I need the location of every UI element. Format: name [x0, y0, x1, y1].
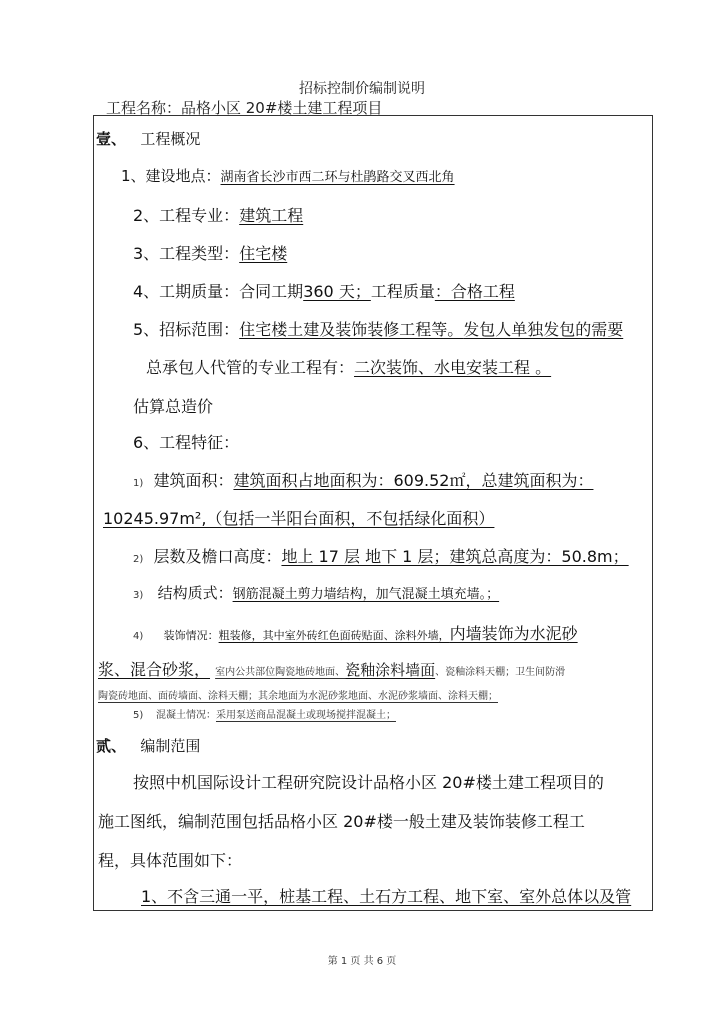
item-quality-value: ：合格工程: [434, 282, 515, 301]
feature-floors-label: 层数及檐口高度：: [153, 547, 282, 566]
scope-item-1: [141, 884, 631, 907]
feature-decoration: [133, 621, 578, 644]
feature-decoration-ceiling: 、瓷釉涂料天棚；卫生间防滑: [435, 667, 566, 678]
document-title: 招标控制价编制说明: [299, 81, 425, 97]
section-2-heading: [96, 735, 200, 756]
feature-concrete-value: 采用泵送商品混凝土或现场搅拌混凝土；: [215, 710, 396, 721]
scope-paragraph-line2: 施工图纸，编制范围包括品格小区 20#楼一般土建及装饰装修工程工: [98, 812, 585, 831]
feature-area-value: 建筑面积占地面积为：609.52㎡，总建筑面积为：: [233, 471, 594, 490]
feature-decoration-wall: 瓷釉涂料墙面: [345, 661, 436, 679]
feature-area: [133, 468, 593, 491]
item-type-label: 3、工程类型：: [133, 244, 240, 263]
feature-decoration-line2: [98, 657, 565, 680]
feature-structure: [133, 582, 499, 603]
feature-area-continued: [103, 506, 494, 529]
feature-decoration-interior: 内墙装饰为水泥砂: [449, 624, 578, 643]
section-2-title: 编制范围: [140, 737, 201, 755]
item-type: [133, 241, 287, 264]
item-scope-rest: 发包人单独发包的需要: [463, 320, 624, 339]
item-schedule-label: 4、工期质量：合同工期: [133, 282, 304, 301]
item-quality-label: 工程质量: [370, 282, 435, 301]
feature-structure-value: 钢筋混凝土剪力墙结构，加气混凝土填充墙。；: [232, 587, 500, 602]
feature-structure-number: 3): [133, 590, 144, 601]
scope-item-1-text: 1、不含三通一平，桩基工程、土石方工程、地下室、室外总体以及管: [141, 887, 632, 906]
section-1-number: 壹、: [96, 130, 127, 148]
item-scope-continued: [146, 355, 551, 378]
item-schedule-quality: [133, 279, 515, 302]
item-location: [121, 165, 455, 186]
estimate-heading: 估算总造价: [133, 397, 214, 416]
item-location-label: 1、建设地点：: [121, 167, 221, 185]
feature-decoration-floors: 陶瓷砖地面、面砖墙面、涂料天棚；其余地面为水泥砂浆地面、水泥砂浆墙面、涂料天棚；: [98, 691, 498, 702]
item-scope-label: 5、招标范围：: [133, 320, 240, 339]
feature-decoration-number: 4): [133, 631, 144, 642]
project-name-line: 工程名称：品格小区 20#楼土建工程项目: [106, 99, 383, 117]
feature-concrete-number: 5): [133, 710, 144, 721]
feature-area-number: 1): [133, 478, 144, 489]
item-location-value: 湖南省长沙市西二环与杜鹃路交叉西北角: [220, 170, 455, 185]
feature-floors: [133, 544, 629, 567]
feature-structure-label: 结构质式：: [157, 584, 233, 602]
item-schedule-value: 360 天；: [303, 282, 371, 301]
section-1-title: 工程概况: [140, 130, 201, 148]
item-scope-cont-value: 二次装饰、水电安装工程 。: [354, 358, 552, 377]
feature-area-cont-value: 10245.97m²,（包括一半阳台面积，不包括绿化面积）: [103, 509, 495, 528]
feature-floors-number: 2): [133, 554, 144, 565]
feature-floors-value: 地上 17 层 地下 1 层；建筑总高度为：50.8m；: [281, 547, 629, 566]
item-specialty-value: 建筑工程: [239, 206, 304, 225]
section-1-heading: [96, 128, 200, 149]
section-2-number: 贰、: [96, 737, 127, 755]
scope-paragraph-line1: 按照中机国际设计工程研究院设计品格小区 20#楼土建工程项目的: [133, 773, 604, 792]
feature-decoration-value: 粗装修，其中室外砖红色面砖贴面、涂料外墙，: [218, 629, 450, 642]
feature-decoration-mortar: 浆、混合砂浆，: [98, 660, 211, 679]
feature-concrete: [133, 706, 396, 721]
item-specialty-label: 2、工程专业：: [133, 206, 240, 225]
page-footer: 第 1 页 共 6 页: [327, 956, 397, 967]
item-features-label: 6、工程特征：: [133, 433, 240, 452]
feature-area-label: 建筑面积：: [153, 471, 234, 490]
item-scope-cont-label: 总承包人代管的专业工程有：: [146, 358, 355, 377]
item-scope: [133, 317, 623, 340]
feature-decoration-label: 装饰情况：: [163, 629, 219, 642]
item-type-value: 住宅楼: [239, 244, 288, 263]
feature-decoration-line3: [98, 687, 498, 702]
item-specialty: [133, 203, 303, 226]
feature-concrete-label: 混凝土情况：: [155, 710, 216, 721]
item-scope-value: 住宅楼土建及装饰装修工程等。: [239, 320, 464, 339]
scope-paragraph-line3: 程，具体范围如下：: [98, 851, 243, 870]
feature-decoration-public: 室内公共部位陶瓷地砖地面、: [215, 667, 346, 678]
